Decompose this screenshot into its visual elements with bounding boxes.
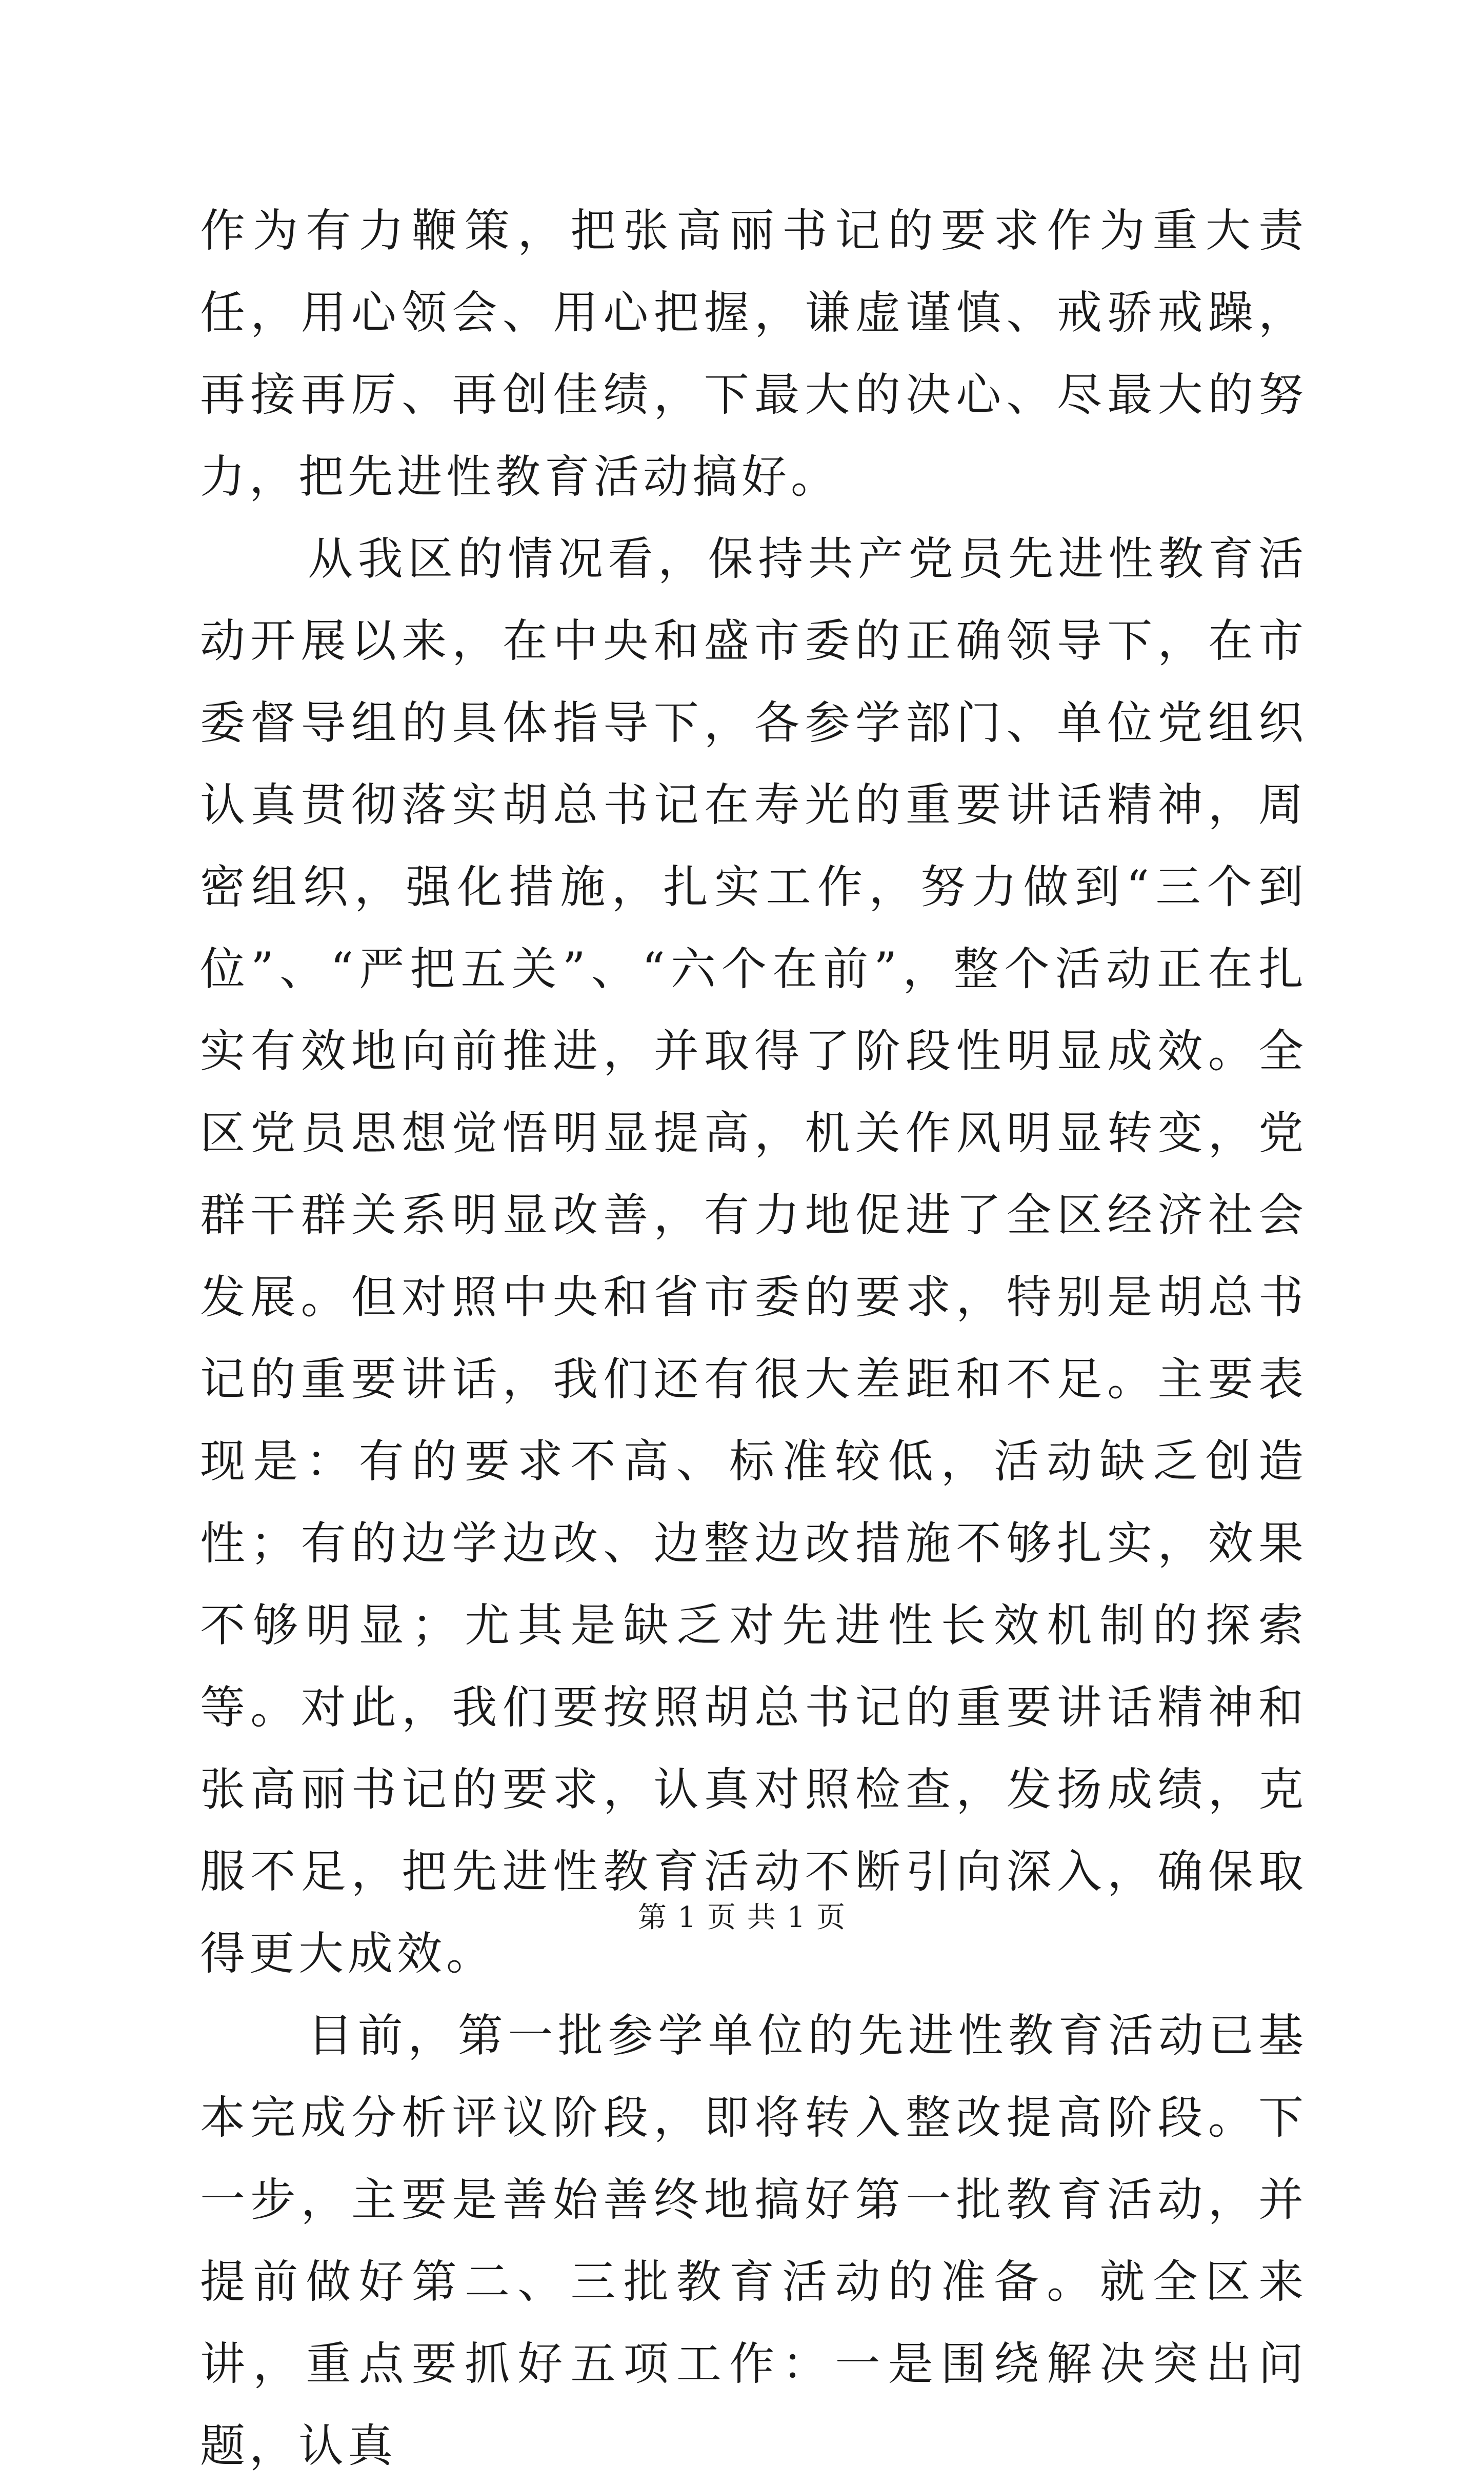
page-footer: 第 1 页 共 1 页 <box>637 1901 847 1934</box>
paragraph-3: 目前，第一批参学单位的先进性教育活动已基本完成分析评议阶段，即将转入整改提高阶段。下一步，主要是善始善终地搞好第一批教育活动，并提前做好第二、三批教育活动的准备。就全区来讲，重点要抓好五项工作：一是围绕解决突出问题，认真 <box>200 2009 1308 2472</box>
paragraph-1: 作为有力鞭策，把张高丽书记的要求作为重大责任，用心领会、用心把握，谦虚谨慎、戒骄戒躁，再接再厉、再创佳绩，下最大的决心、尽最大的努力，把先进性教育活动搞好。 <box>200 204 1308 503</box>
paragraph-2: 从我区的情况看，保持共产党员先进性教育活动开展以来，在中央和盛市委的正确领导下，在市委督导组的具体指导下，各参学部门、单位党组织认真贯彻落实胡总书记在寿光的重要讲话精神，周密组织，强化措施，扎实工作，努力做到“三个到位”、“严把五关”、“六个在前”，整个活动正在扎实有效地向前推进，并取得了阶段性明显成效。全区党员思想觉悟明显提高，机关作风明显转变，党群干群关系明显改善，有力地促进了全区经济社会发展。但对照中央和省市委的要求，特别是胡总书记的重要讲话，我们还有很大差距和不足。主要表现是：有的要求不高、标准较低，活动缺乏创造性；有的边学边改、边整边改措施不够扎实，效果不够明显；尤其是缺乏对先进性长效机制的探索等。对此，我们要按照胡总书记的重要讲话精神和张高丽书记的要求，认真对照检查，发扬成绩，克服不足，把先进性教育活动不断引向深入，确保取得更大成效。 <box>200 532 1308 1980</box>
document-body <box>200 190 1308 2487</box>
